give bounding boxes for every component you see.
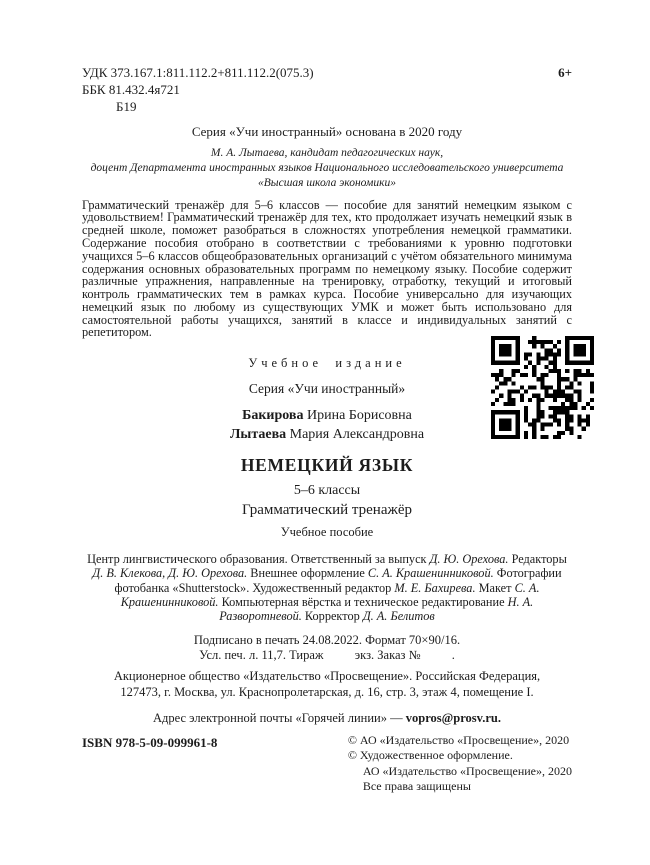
author-name: Ирина Борисовна (303, 408, 412, 424)
credit-name: С. А. Крашенинниковой. (367, 566, 494, 581)
edition-kind: Учебное пособие (280, 525, 374, 540)
publisher-line: Акционерное общество «Издательство «Просвещение». Российская Федерация, (113, 669, 541, 684)
edition-type-label: Учебное издание (248, 356, 406, 371)
hotline-line (82, 711, 572, 726)
publisher-line: 127473, г. Москва, ул. Краснопролетарская, д. 16, стр. 3, этаж 4, помещение I. (120, 684, 534, 699)
credit-name: Н. А. Разворотневой. (219, 594, 534, 624)
print-info-block (82, 633, 572, 663)
footer-row (82, 733, 572, 795)
author-name: Мария Александровна (286, 426, 425, 442)
credit-text: Компьютерная вёрстка и техническое редактирование (218, 594, 508, 609)
hotline-text: Адрес электронной почты «Горячей линии» — (153, 710, 406, 725)
udk-code: УДК 373.167.1:811.112.2+811.112.2(075.3) (82, 65, 314, 80)
print-info-line: Подписано в печать 24.08.2022. Формат 70×90/16. (193, 633, 461, 648)
edition-series: Серия «Учи иностранный» (248, 381, 406, 397)
credit-text: Редакторы (508, 552, 567, 567)
udk-row (82, 64, 572, 81)
reviewer-line: «Высшая школа экономики» (258, 176, 396, 189)
copyright-line: © Художественное оформление. (347, 748, 513, 763)
credit-text: Фотографии фотобанка «Shutterstock». Художественный редактор (114, 566, 562, 595)
catalog-codes (82, 64, 572, 115)
series-founded-note: Серия «Учи иностранный» основана в 2020 году (191, 124, 463, 140)
credit-name: С. А. Крашенинниковой. (120, 580, 540, 609)
credit-text: Центр лингвистического образования. Ответственный за выпуск (87, 552, 430, 567)
copyright-line: © АО «Издательство «Просвещение», 2020 (347, 732, 570, 747)
reviewer-line: М. А. Лытаева, кандидат педагогических наук, (210, 147, 444, 160)
credit-name: Д. В. Клекова, Д. Ю. Орехова. (92, 566, 248, 581)
copyright-line: АО «Издательство «Просвещение», 2020 (362, 763, 572, 778)
author-surname: Бакирова (242, 408, 304, 424)
publisher-address-block (82, 669, 572, 700)
copyright-block (348, 733, 572, 795)
author-surname: Лытаева (229, 426, 287, 442)
book-title: НЕМЕЦКИЙ ЯЗЫК (240, 455, 414, 476)
credit-text: Макет (475, 580, 515, 595)
grades-line: 5–6 классы (293, 483, 361, 499)
book-subtitle: Грамматический тренажёр (241, 502, 413, 519)
credit-name: М. Е. Бахирева. (394, 580, 476, 595)
age-mark: 6+ (558, 65, 572, 80)
qr-code (491, 336, 594, 439)
credit-text: Корректор (301, 609, 363, 624)
author-sign: Б19 (116, 99, 137, 115)
reviewer-line: доцент Департамента иностранных языков Национального исследовательского университета (90, 162, 564, 175)
print-info-line: Усл. печ. л. 11,7. Тираж экз. Заказ № . (199, 648, 455, 663)
copyright-line: Все права защищены (362, 779, 471, 794)
credits-paragraph (82, 552, 572, 623)
hotline-email: vopros@prosv.ru. (405, 710, 501, 725)
credit-name: Д. Ю. Орехова. (429, 552, 509, 567)
isbn: ISBN 978-5-09-099961-8 (82, 734, 218, 750)
credit-text: Внешнее оформление (247, 566, 368, 581)
credit-name: Д. А. Белитов (362, 609, 435, 624)
bbk-code: ББК 81.432.4я721 (82, 82, 180, 98)
annotation-paragraph: Грамматический тренажёр для 5–6 классов — пособие для занятий немецким языком с удовольствием! Грамматический тренажёр для тех, кто продолжает изучать немецкий язык в средней школе, поможет разобраться в сложностях употребления немецкой грамматики. Содержание пособия отобрано в соответствии с требованиями к уровню подготовки учащихся 5–6 классов общеобразовательных организаций с учётом обязательного минимума содержания основных образовательных программ по немецкому языку. Пособие содержит различные упражнения, направленные на тренировку, отработку, текущий и итоговый контроль грамматических тем в рамках курса. Пособие универсально для изучающих немецкий язык по любому из существующих УМК и может быть использовано для самостоятельной работы учащихся, занятий в классе и индивидуальных занятий с репетитором. (82, 197, 572, 340)
reviewer-block (82, 146, 572, 190)
